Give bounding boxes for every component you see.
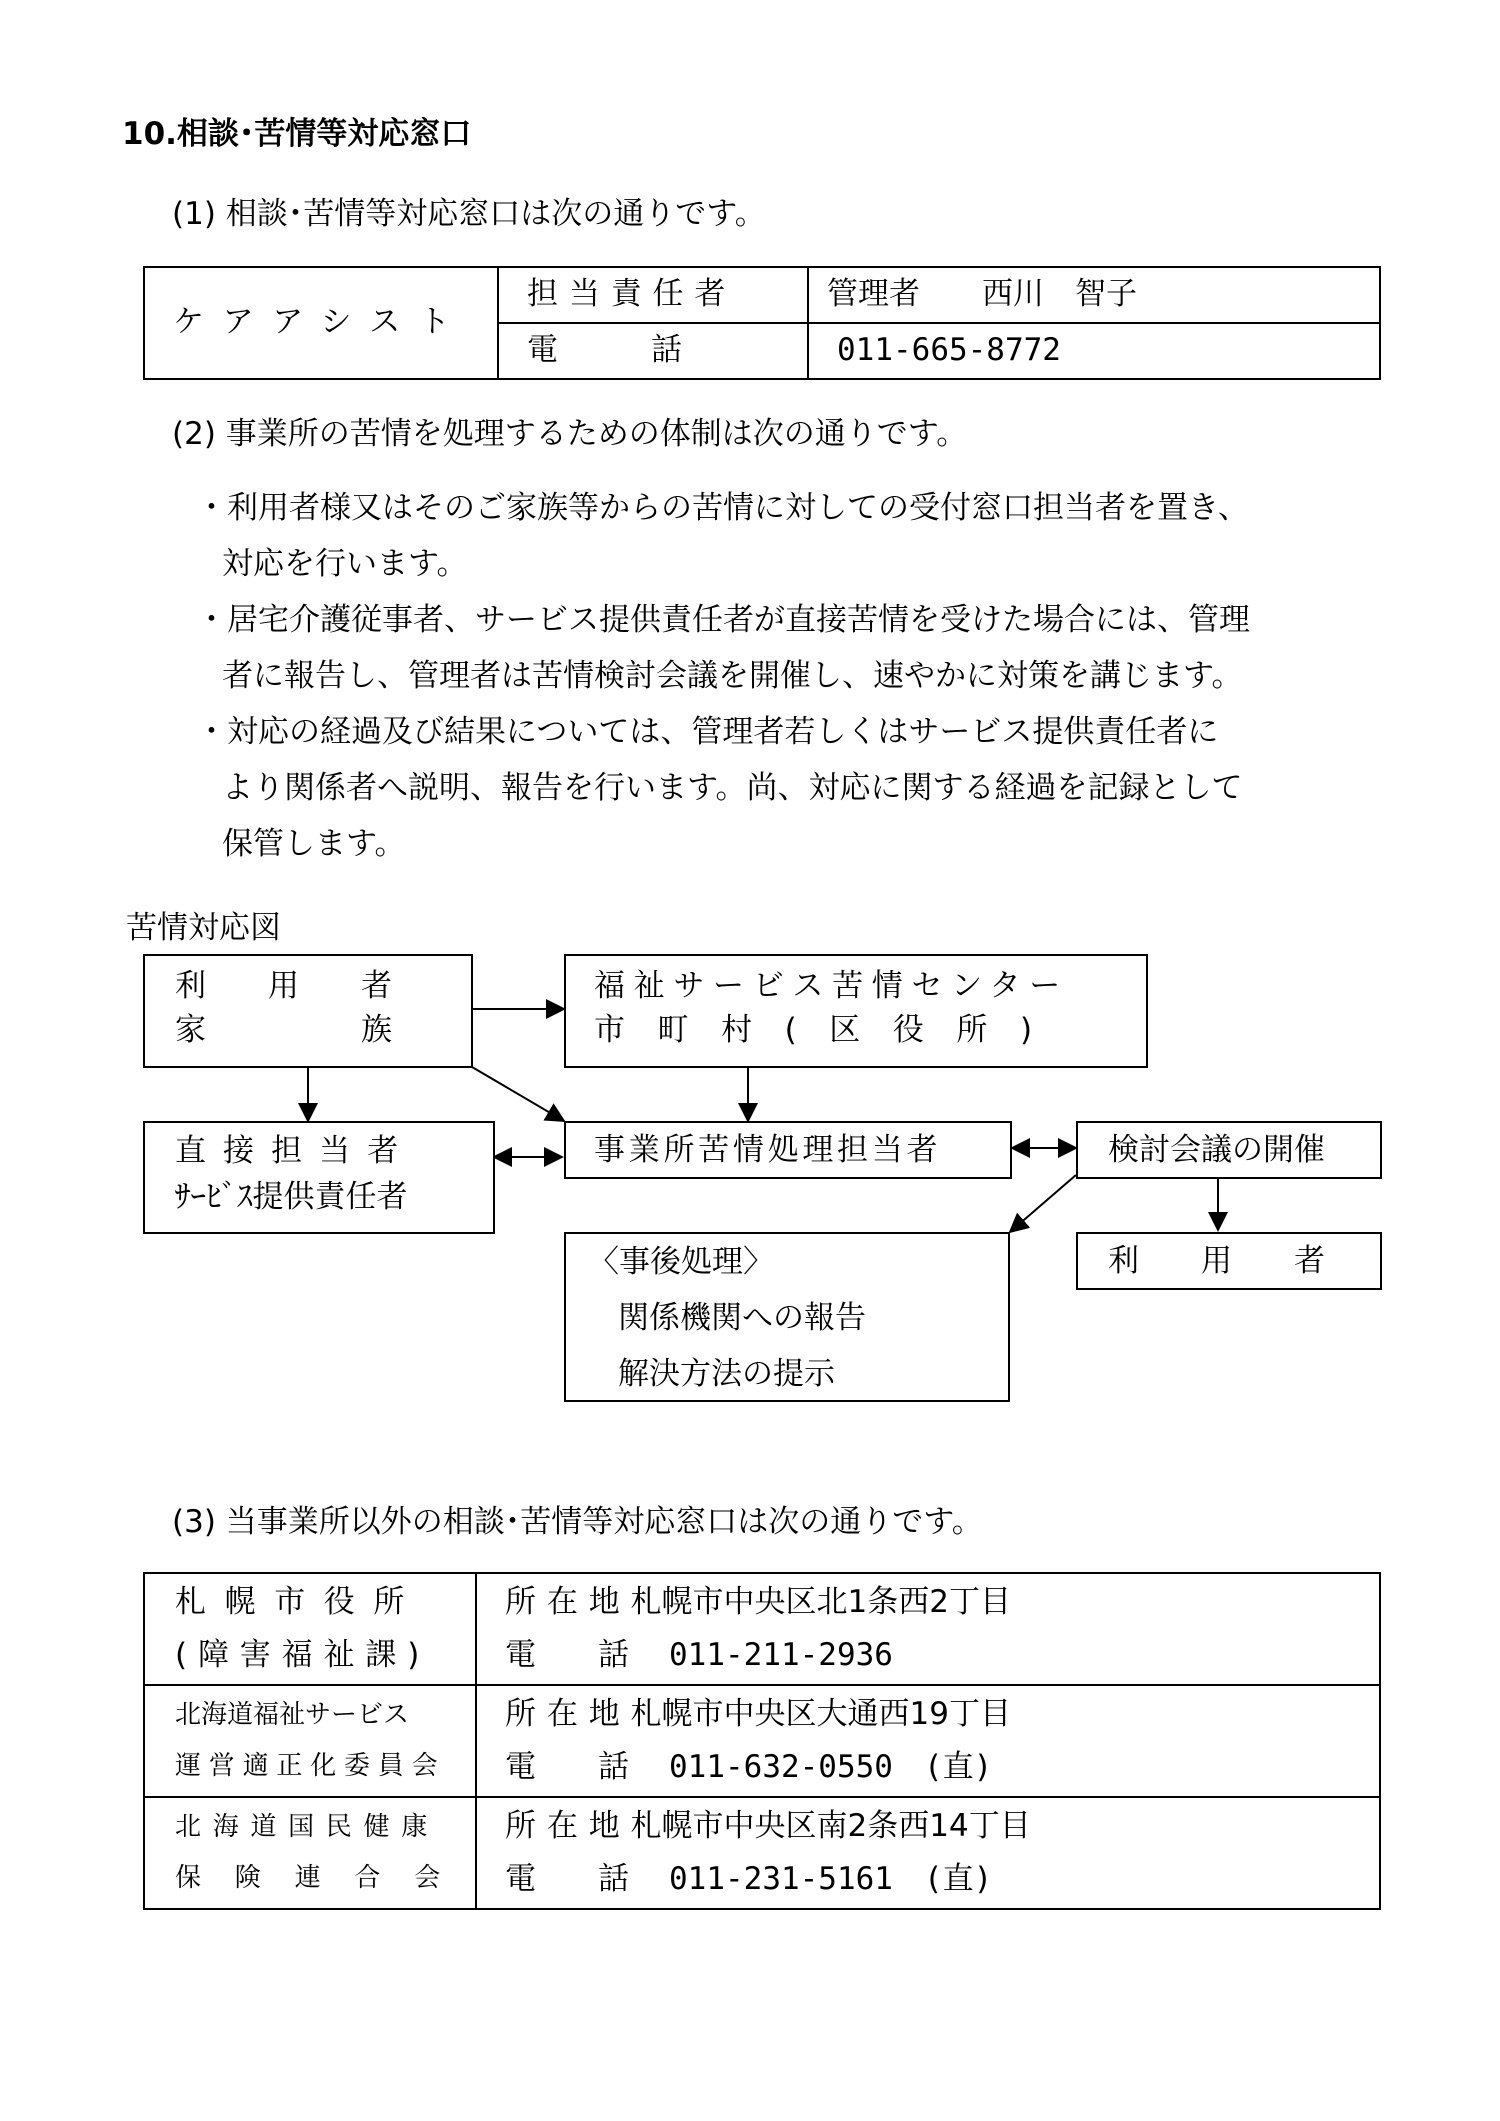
direct-line: 直接担当者 <box>175 1133 416 1169</box>
addr-label: 所在地 <box>505 1583 631 1620</box>
addr-value: 札幌市中央区大通西19丁目 <box>630 1695 1012 1732</box>
bullet-3-line-2: より関係者へ説明、報告を行います。尚、対応に関する経過を記録として <box>222 770 1243 806</box>
org-welfare-line-2: 運営適正化委員会 <box>175 1751 446 1781</box>
box-direct-staff <box>143 1121 495 1234</box>
org-sapporo-line-2: (障害福祉課) <box>175 1637 431 1673</box>
user-line: 利 用 者 <box>175 968 392 1004</box>
org-sapporo-line-1: 札幌市役所 <box>175 1583 423 1620</box>
bullet-3-line-3: 保管します。 <box>222 826 406 862</box>
box-after-processing <box>564 1232 1010 1402</box>
info-cell <box>476 1685 1380 1797</box>
arrow-meeting-to-after <box>1010 1175 1076 1232</box>
box-meeting <box>1076 1121 1382 1179</box>
phone-label: 電 話 <box>527 332 682 369</box>
addr-label: 所在地 <box>505 1695 631 1732</box>
center-line: 福祉サービス苦情センター <box>594 968 1069 1004</box>
addr-label: 所在地 <box>505 1807 631 1844</box>
section3-title: (3) 当事業所以外の相談･苦情等対応窓口は次の通りです。 <box>172 1504 983 1540</box>
tel-label: 電 話 <box>505 1637 629 1673</box>
tel-value: 011-632-0550 (直) <box>669 1749 993 1785</box>
bullet-1-line-2: 対応を行います。 <box>222 546 468 582</box>
city-line: 市町村(区役所) <box>594 1012 1065 1048</box>
bullet-1-line-1: ・利用者様又はそのご家族等からの苦情に対しての受付窓口担当者を置き、 <box>196 490 1249 526</box>
org-cell <box>144 1685 476 1797</box>
box-complaint-center <box>564 954 1148 1068</box>
external-contacts-table <box>143 1572 1381 1910</box>
after-item-report: 関係機関への報告 <box>618 1300 866 1336</box>
org-insurance-line-2: 保険連合会 <box>175 1863 475 1893</box>
manager-label: 担当責任者 <box>527 276 737 313</box>
info-cell <box>476 1797 1380 1909</box>
box-handler <box>564 1121 1012 1179</box>
diagram-title: 苦情対応図 <box>126 910 281 946</box>
handler-label: 事業所苦情処理担当者 <box>594 1132 942 1168</box>
org-insurance-line-1: 北海道国民健康 <box>175 1811 439 1842</box>
box-user-family <box>143 954 473 1068</box>
after-title: 〈事後処理〉 <box>588 1244 774 1280</box>
user2-label: 利 用 者 <box>1108 1243 1325 1279</box>
meeting-label: 検討会議の開催 <box>1108 1132 1325 1168</box>
bullet-2-line-1: ・居宅介護従事者、サービス提供責任者が直接苦情を受けた場合には、管理 <box>196 602 1250 638</box>
bullet-2-line-2: 者に報告し、管理者は苦情検討会議を開催し、速やかに対策を講じます。 <box>222 658 1243 694</box>
org-cell <box>144 1797 476 1909</box>
box-user-result <box>1076 1232 1382 1290</box>
addr-value: 札幌市中央区北1条西2丁目 <box>630 1583 1012 1620</box>
bullet-3-line-1: ・対応の経過及び結果については、管理者若しくはサービス提供責任者に <box>196 714 1219 750</box>
org-name: ケアアシスト <box>173 304 469 341</box>
service-manager-line: ｻｰﾋﾞｽ提供責任者 <box>175 1179 408 1215</box>
org-welfare-line-1: 北海道福祉サービス <box>175 1699 410 1730</box>
phone-value: 011-665-8772 <box>837 332 1061 369</box>
info-cell <box>476 1573 1380 1685</box>
page-heading: 10.相談･苦情等対応窓口 <box>122 116 472 152</box>
section1-title: (1) 相談･苦情等対応窓口は次の通りです。 <box>172 196 766 232</box>
after-item-solution: 解決方法の提示 <box>618 1356 835 1392</box>
family-line: 家 族 <box>175 1012 392 1048</box>
tel-value: 011-231-5161 (直) <box>669 1861 993 1897</box>
tel-label: 電 話 <box>505 1749 629 1785</box>
manager-value: 管理者 西川 智子 <box>827 276 1137 313</box>
org-cell <box>144 1573 476 1685</box>
arrow-user-to-handler <box>472 1067 564 1121</box>
tel-label: 電 話 <box>505 1861 629 1897</box>
section2-title: (2) 事業所の苦情を処理するための体制は次の通りです。 <box>172 416 968 452</box>
tel-value: 011-211-2936 <box>669 1637 893 1673</box>
addr-value: 札幌市中央区南2条西14丁目 <box>630 1807 1031 1844</box>
